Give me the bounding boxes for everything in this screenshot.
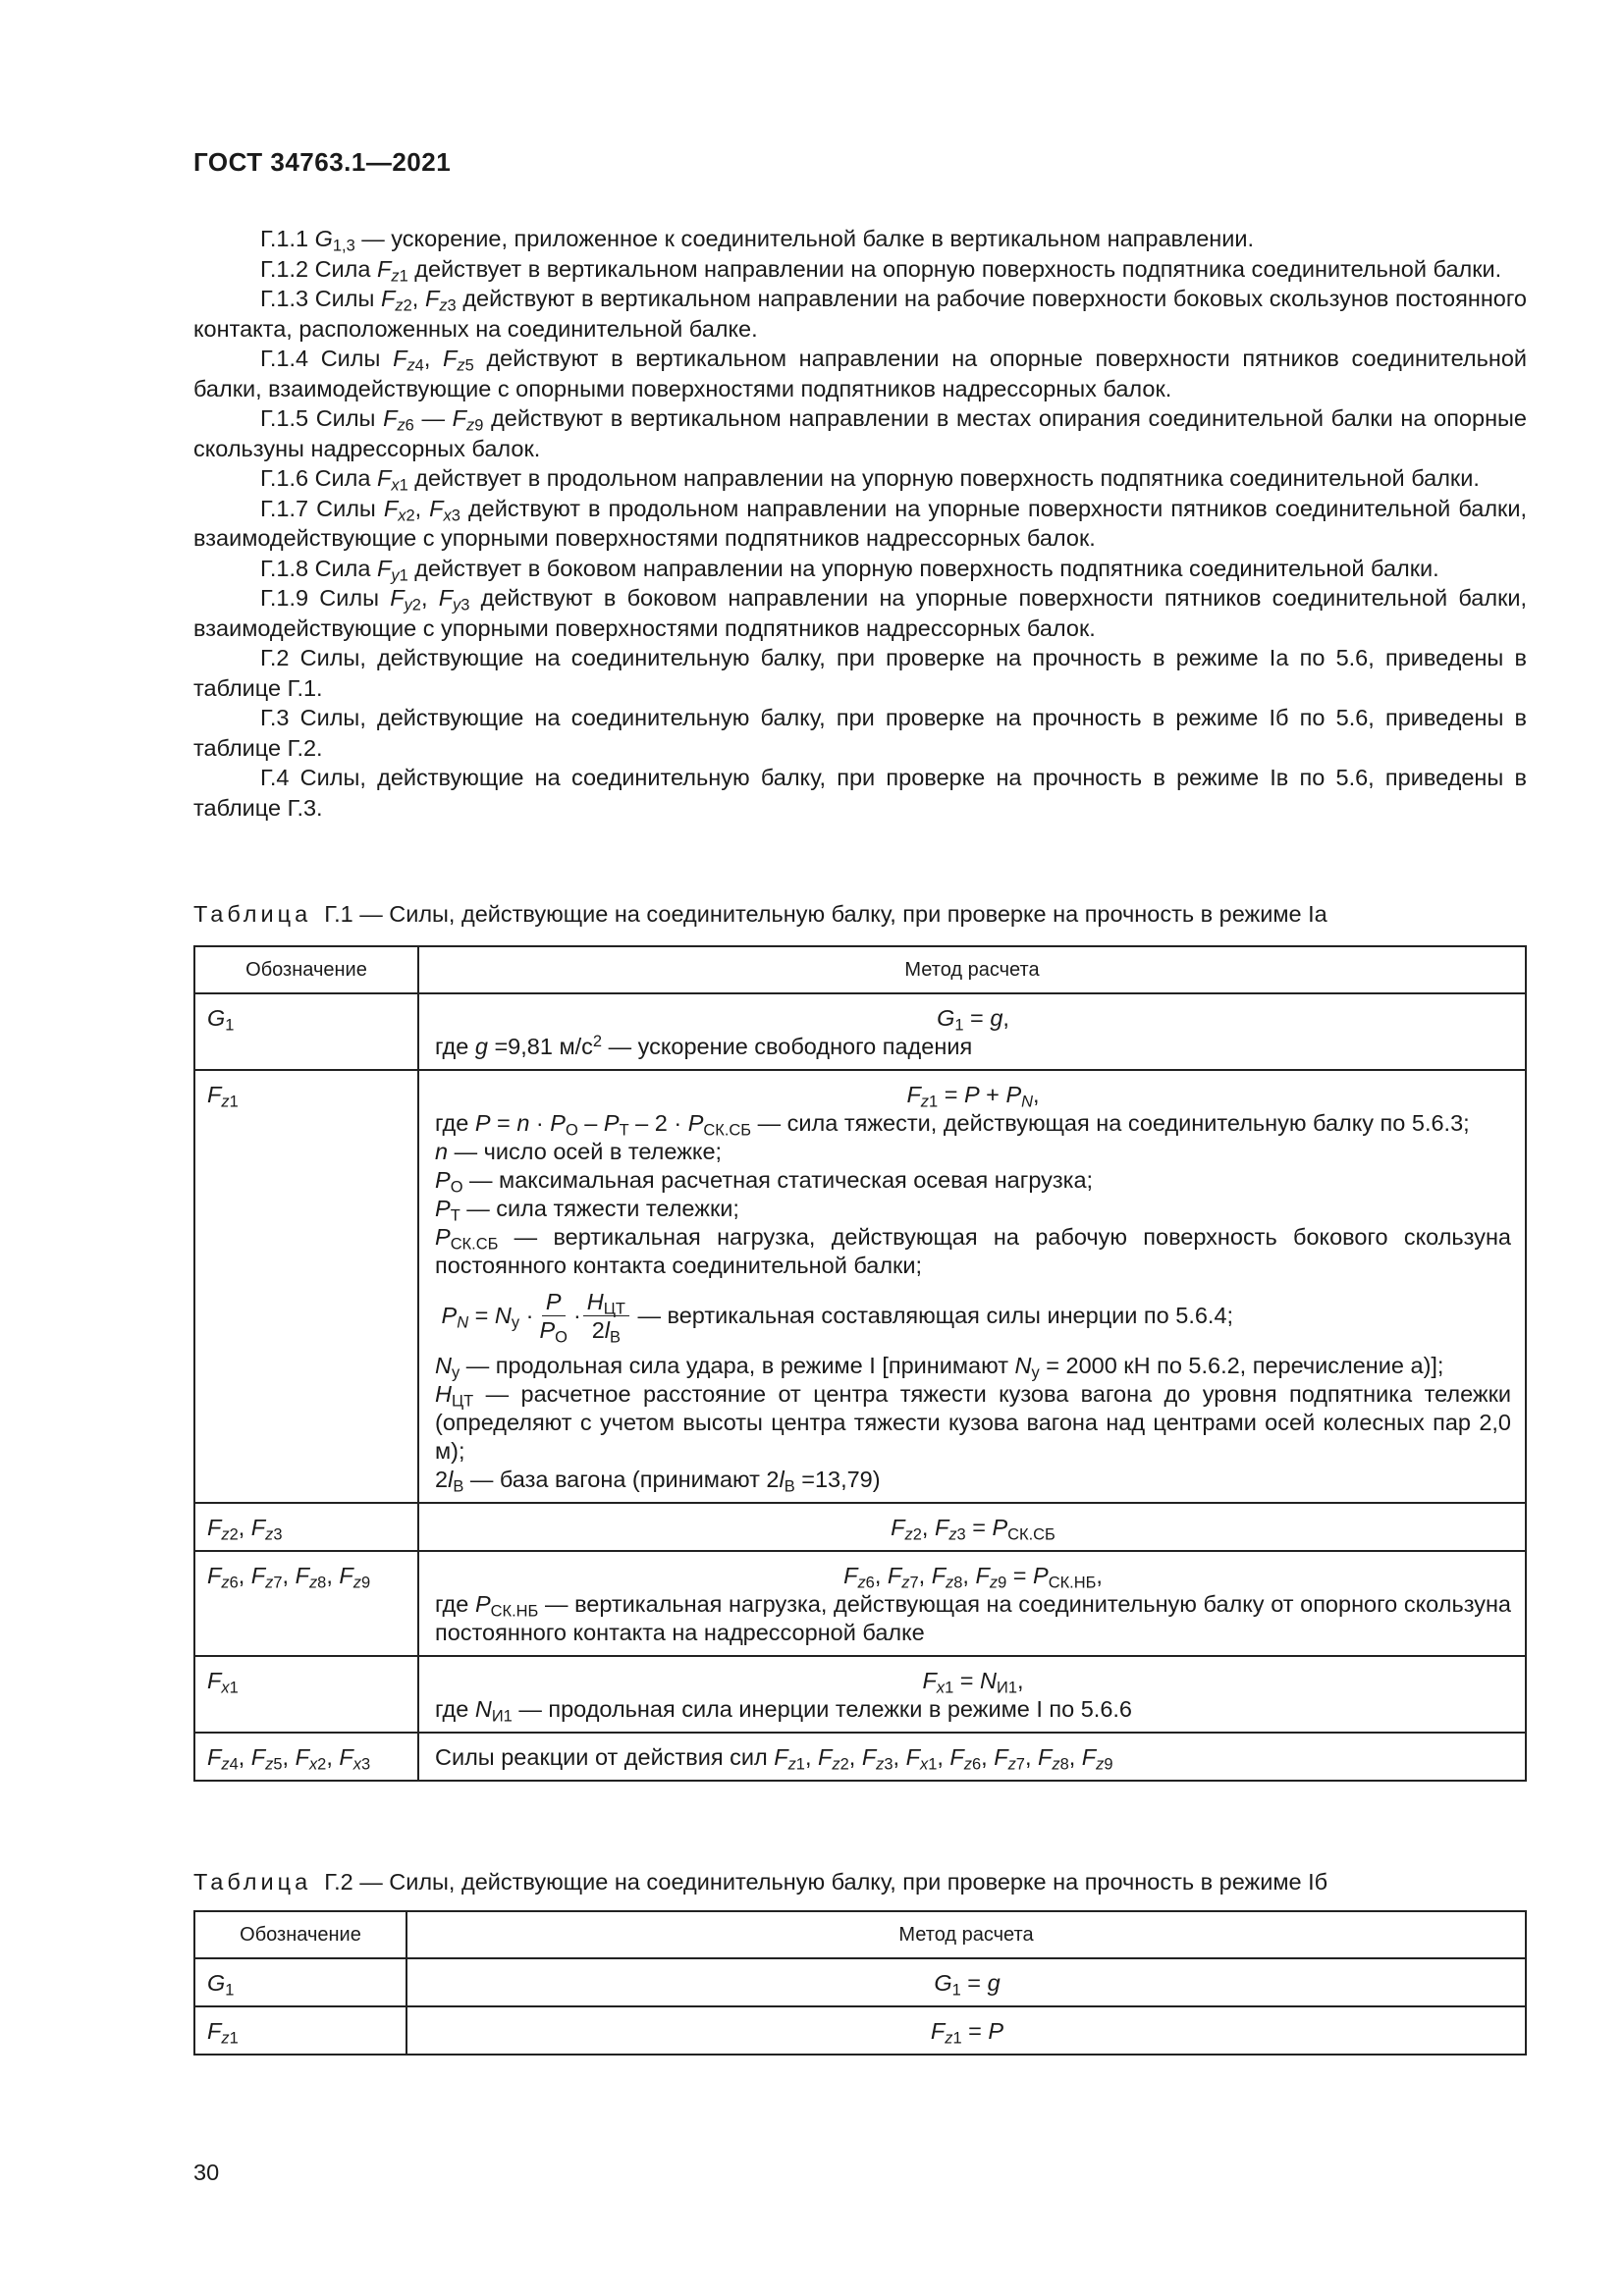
formula: $F_{z2}$, $F_{z3} = P_{СК.СБ}$ xyxy=(891,1515,1056,1544)
symbol-cell: $F_{z2}$, $F_{z3}$ xyxy=(194,1503,418,1551)
column-header-method: Метод расчета xyxy=(406,1911,1526,1958)
formula: $F_{z6}$, $F_{z7}$, $F_{z8}$, $F_{z9} = P_{СК.НБ}$, xyxy=(843,1563,1103,1592)
paragraph-g-1-2: Г.1.2 Сила $F_{z1}$ действует в вертикальном направлении на опорную поверхность подпятника соединительной балки. xyxy=(260,255,1502,286)
paragraph-g-1-5: Г.1.5 Силы $F_{z6}$ — $F_{z9}$ действуют в вертикальном направлении в местах опирания соединительной балки на опорные скользуны надрессорных балок. xyxy=(193,405,1528,461)
symbol-cell: $F_{z1}$ xyxy=(194,1070,418,1503)
table-g2 xyxy=(193,1910,1527,2056)
definition: где $P = n \cdot P_О - P_Т - 2 \cdot P_{СК.СБ}$ — сила тяжести, действующая на соединительную балку по 5.6.3; xyxy=(435,1110,1470,1140)
method-cell xyxy=(406,2006,1526,2055)
method-cell xyxy=(418,1503,1526,1551)
formula: $G_1 = g$ xyxy=(934,1970,1001,2000)
method-cell xyxy=(406,1958,1526,2006)
table-header-row xyxy=(194,1911,1526,1958)
column-header-symbol: Обозначение xyxy=(194,1911,406,1958)
table-row-g1 xyxy=(194,993,1526,1070)
definition: Силы реакции от действия сил $F_{z1}$, $F_{z2}$, $F_{z3}$, $F_{x1}$, $F_{z6}$, $F_{z7}$, $F_{z8}$, $F_{z9}$ xyxy=(435,1744,1113,1774)
symbol-cell: $F_{z6}$, $F_{z7}$, $F_{z8}$, $F_{z9}$ xyxy=(194,1551,418,1656)
definition: где $N_{И1}$ — продольная сила инерции тележки в режиме I по 5.6.6 xyxy=(435,1696,1132,1726)
fraction: $\frac{P}{P_О}$ xyxy=(539,1289,568,1347)
table-header-row xyxy=(194,946,1526,993)
definition: $2l_В$ — база вагона (принимают $2l_В =13,79$) xyxy=(435,1467,881,1496)
paragraph-g-2: Г.2 Силы, действующие на соединительную балку, при проверке на прочность в режиме Iа по 5.6, приведены в таблице Г.1. xyxy=(193,645,1527,701)
formula: $F_{z1} = P$ xyxy=(930,2018,1004,2048)
method-cell xyxy=(418,1656,1526,1733)
column-header-symbol: Обозначение xyxy=(194,946,418,993)
page-number: 30 xyxy=(193,2160,220,2185)
definition: $P_О$ — максимальная расчетная статическая осевая нагрузка; xyxy=(435,1167,1094,1197)
method-cell xyxy=(418,1551,1526,1656)
paragraph-g-1-6: Г.1.6 Сила $F_{x1}$ действует в продольном направлении на упорную поверхность подпятника соединительной балки. xyxy=(260,465,1480,495)
paragraph-g-4: Г.4 Силы, действующие на соединительную балку, при проверке на прочность в режиме Iв по 5.6, приведены в таблице Г.3. xyxy=(193,765,1527,821)
table-g1 xyxy=(193,945,1527,1782)
definition: где g =9,81 $м/с^2$ — ускорение свободного падения xyxy=(435,1032,973,1059)
document-code: ГОСТ 34763.1—2021 xyxy=(193,147,452,177)
paragraph-g-1-4: Г.1.4 Силы $F_{z4}$, $F_{z5}$ действуют в вертикальном направлении на опорные поверхности пятников соединительной балки, взаимодействующие с опорными поверхностями подпятников надрессорных балок. xyxy=(193,346,1528,401)
formula: $F_{x1} = N_{И1}$, xyxy=(922,1668,1024,1697)
definition: $P_{СК.СБ}$ — вертикальная нагрузка, действующая на рабочую поверхность бокового скользуна постоянного контакта соединительной балки; xyxy=(435,1224,1511,1278)
method-cell xyxy=(418,1070,1526,1503)
paragraph-g-1-1: Г.1.1 $G_{1,3}$ — ускорение, приложенное к соединительной балке в вертикальном направлении. xyxy=(260,226,1255,255)
table-row-fz6-fz9 xyxy=(194,1551,1526,1656)
symbol-cell: $G_1$ xyxy=(194,993,418,1070)
fraction: $\frac{H_{ЦТ}}{2l_В}$ xyxy=(583,1288,629,1344)
table-g1-caption: Таблица Г.1 — Силы, действующие на соединительную балку, при проверке на прочность в режиме Iа xyxy=(193,901,1327,927)
definition: $N_у$ — продольная сила удара, в режиме I [принимают $N_у = 2000$ кН по 5.6.2, перечисление а)]; xyxy=(435,1353,1444,1382)
method-cell xyxy=(418,1733,1526,1781)
symbol-cell: $F_{x1}$ xyxy=(194,1656,418,1733)
paragraph-g-1-8: Г.1.8 Сила $F_{y1}$ действует в боковом направлении на упорную поверхность подпятника соединительной балки. xyxy=(260,555,1439,585)
table-g2-caption: Таблица Г.2 — Силы, действующие на соединительную балку, при проверке на прочность в режиме Iб xyxy=(193,1869,1328,1895)
method-cell xyxy=(418,993,1526,1070)
formula-pn: $P_N = N_у$ · $\frac{P}{P_О}$ · $\frac{H_{ЦТ}}{2l_В}$ — вертикальная составляющая силы инерции по 5.6.4; xyxy=(441,1289,1234,1347)
table-row-fz1 xyxy=(194,1070,1526,1503)
formula: $F_{z1} = P + P_N$, xyxy=(906,1082,1040,1111)
table-row-fz1 xyxy=(194,2006,1526,2055)
table-row-fx1 xyxy=(194,1656,1526,1733)
table-row-fz2-fz3 xyxy=(194,1503,1526,1551)
column-header-method: Метод расчета xyxy=(418,946,1526,993)
symbol-cell: $G_1$ xyxy=(194,1958,406,2006)
formula: $G_1 = g$, xyxy=(937,1005,1009,1035)
paragraph-g-1-3: Г.1.3 Силы $F_{z2}$, $F_{z3}$ действуют в вертикальном направлении на рабочие поверхности боковых скользунов постоянного контакта, расположенных на соединительной балке. xyxy=(193,286,1528,342)
definition: где $P_{СК.НБ}$ — вертикальная нагрузка, действующая на соединительную балку от опорного скользуна постоянного контакта на надрессорной балке xyxy=(435,1591,1511,1645)
definition: $P_Т$ — сила тяжести тележки; xyxy=(435,1196,739,1225)
symbol-cell: $F_{z1}$ xyxy=(194,2006,406,2055)
table-row-reactions xyxy=(194,1733,1526,1781)
table-row-g1 xyxy=(194,1958,1526,2006)
definition: n — число осей в тележке; xyxy=(435,1139,723,1164)
symbol-cell: $F_{z4}$, $F_{z5}$, $F_{x2}$, $F_{x3}$ xyxy=(194,1733,418,1781)
body-text xyxy=(193,224,1527,823)
definition: $H_{ЦТ}$ — расчетное расстояние от центра тяжести кузова вагона до уровня подпятника тележки (определяют с учетом высоты центра тяжести кузова вагона над центрами осей колесных пар 2,0 м); xyxy=(435,1381,1511,1464)
paragraph-g-3: Г.3 Силы, действующие на соединительную балку, при проверке на прочность в режиме Iб по 5.6, приведены в таблице Г.2. xyxy=(193,705,1527,761)
paragraph-g-1-9: Г.1.9 Силы $F_{y2}$, $F_{y3}$ действуют в боковом направлении на упорные поверхности пятников соединительной балки, взаимодействующие с упорными поверхностями подпятников надрессорных балок. xyxy=(193,585,1528,641)
paragraph-g-1-7: Г.1.7 Силы $F_{x2}$, $F_{x3}$ действуют в продольном направлении на упорные поверхности пятников соединительной балки, взаимодействующие с упорными поверхностями подпятников надрессорных балок. xyxy=(193,495,1527,551)
